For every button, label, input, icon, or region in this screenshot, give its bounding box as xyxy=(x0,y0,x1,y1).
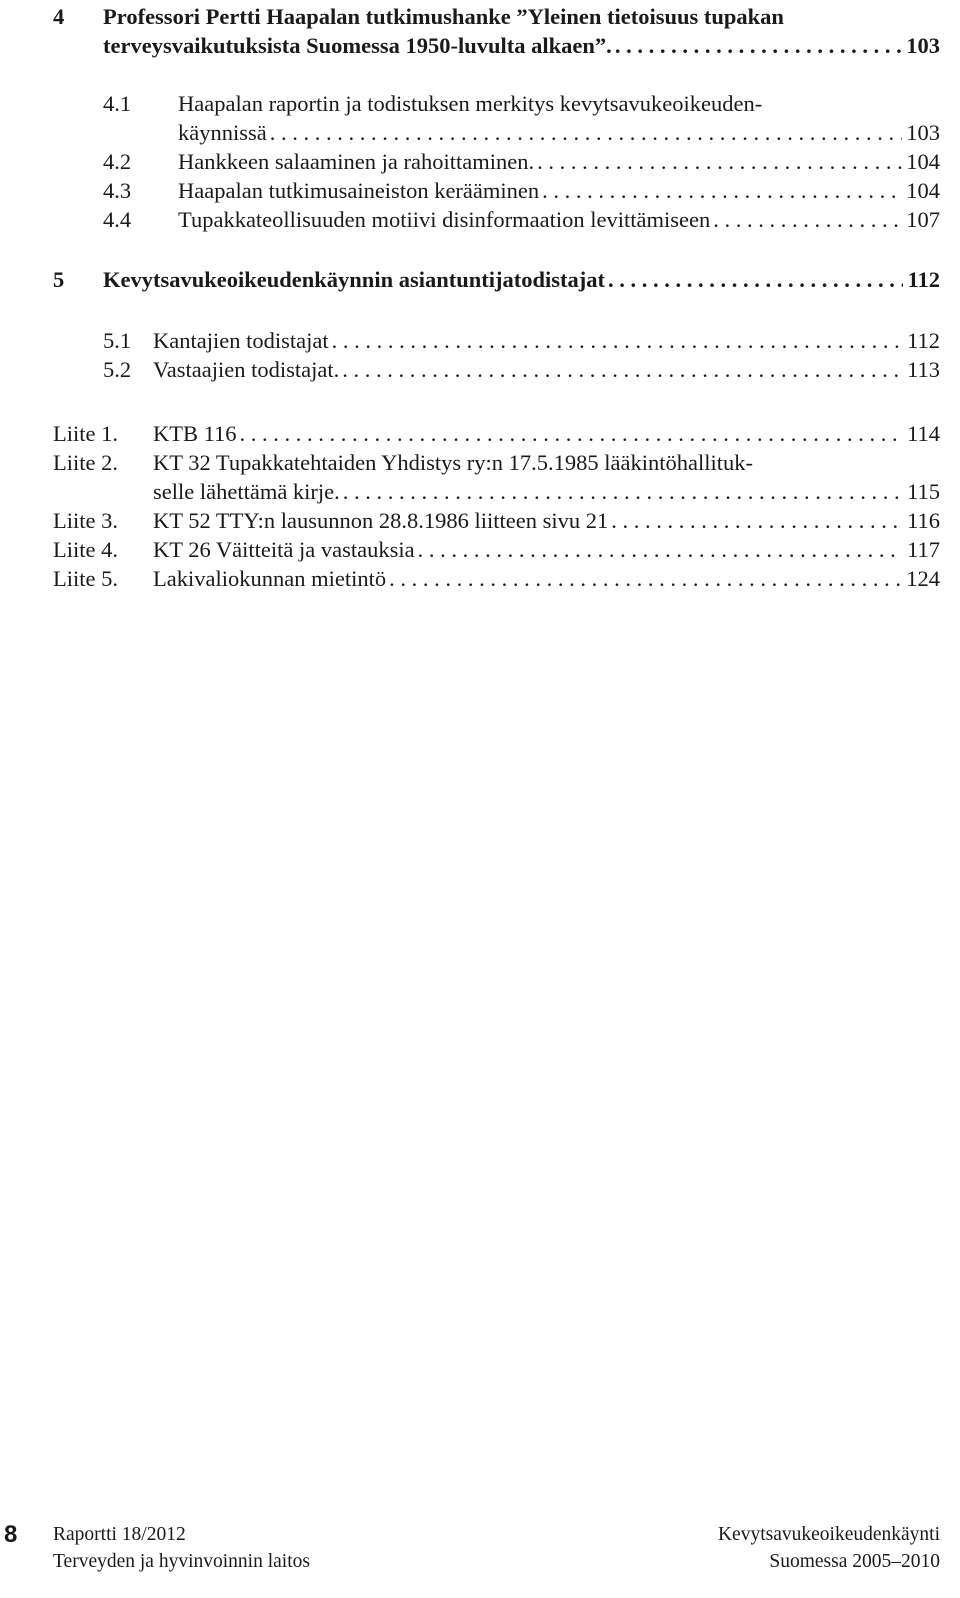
footer-page-number: 8 xyxy=(4,1521,18,1548)
chapter-title-line2: terveysvaikutuksista Suomessa 1950-luvulta alkaen”. xyxy=(103,33,612,58)
dot-leader xyxy=(237,419,904,448)
section-title-line2: käynnissä xyxy=(178,120,267,145)
footer-title xyxy=(718,1521,940,1575)
chapter-number: 5 xyxy=(53,267,65,292)
toc-appendix-3 xyxy=(53,506,940,535)
page-number: 112 xyxy=(907,267,940,292)
page-number: 115 xyxy=(907,479,940,504)
footer-report-id: Raportti 18/2012 xyxy=(53,1524,186,1545)
page-number: 104 xyxy=(906,178,940,203)
chapter-title-line1: Professori Pertti Haapalan tutkimushanke ”Yleinen tietoisuus tupakan xyxy=(103,4,784,29)
toc-chapter-4 xyxy=(53,2,940,60)
dot-leader xyxy=(339,355,903,384)
section-number: 5.1 xyxy=(103,328,132,353)
chapter-number: 4 xyxy=(53,4,65,29)
footer-publication xyxy=(53,1521,310,1575)
section-title: Tupakkateollisuuden motiivi disinformaation levittämiseen xyxy=(178,207,711,232)
appendix-number: Liite 3. xyxy=(53,508,118,533)
page-number: 104 xyxy=(906,149,940,174)
section-number: 5.2 xyxy=(103,357,132,382)
section-title-line1: Haapalan raportin ja todistuksen merkitys kevytsavukeoikeuden- xyxy=(178,91,763,116)
toc-appendix-4 xyxy=(53,535,940,564)
appendix-title-line2: selle lähettämä kirje. xyxy=(153,479,340,504)
toc-appendix-5 xyxy=(53,564,940,593)
dot-leader xyxy=(534,147,902,176)
toc-section-5-2 xyxy=(103,355,940,384)
appendix-title: KTB 116 xyxy=(153,421,237,446)
chapter-title: Kevytsavukeoikeudenkäynnin asiantuntijatodistajat xyxy=(103,267,605,292)
toc-section-5-1 xyxy=(103,326,940,355)
section-number: 4.3 xyxy=(103,178,132,203)
section-title: Kantajien todistajat xyxy=(153,328,329,353)
dot-leader xyxy=(612,31,902,60)
footer-title-line2: Suomessa 2005–2010 xyxy=(769,1551,940,1572)
section-title: Haapalan tutkimusaineiston kerääminen xyxy=(178,178,540,203)
page-number: 103 xyxy=(906,120,940,145)
toc-section-4-2 xyxy=(103,147,940,176)
section-title: Hankkeen salaaminen ja rahoittaminen. xyxy=(178,149,535,174)
dot-leader xyxy=(329,326,904,355)
appendix-title: KT 52 TTY:n lausunnon 28.8.1986 liitteen sivu 21 xyxy=(153,508,609,533)
footer-title-line1: Kevytsavukeoikeudenkäynti xyxy=(717,1524,940,1545)
page-number: 112 xyxy=(907,328,940,353)
dot-leader xyxy=(605,265,904,294)
appendix-number: Liite 1. xyxy=(53,421,118,446)
section-number: 4.2 xyxy=(103,149,132,174)
toc-section-4-1 xyxy=(103,89,940,147)
page-number: 103 xyxy=(906,33,940,58)
page-number: 117 xyxy=(907,537,940,562)
page-number: 113 xyxy=(907,357,940,382)
toc-section-4-4 xyxy=(103,205,940,234)
dot-leader xyxy=(340,477,903,506)
page-number: 107 xyxy=(906,207,940,232)
dot-leader xyxy=(415,535,903,564)
toc-chapter-5 xyxy=(53,265,940,294)
appendix-title-line1: KT 32 Tupakkatehtaiden Yhdistys ry:n 17.5.1985 lääkintöhallituk- xyxy=(153,450,753,475)
appendix-number: Liite 4. xyxy=(53,537,118,562)
dot-leader xyxy=(710,205,902,234)
dot-leader xyxy=(539,176,902,205)
toc-section-4-3 xyxy=(103,176,940,205)
page-number: 124 xyxy=(906,566,940,591)
section-number: 4.4 xyxy=(103,207,132,232)
section-title: Vastaajien todistajat. xyxy=(153,357,340,382)
appendix-title: KT 26 Väitteitä ja vastauksia xyxy=(153,537,415,562)
dot-leader xyxy=(386,564,902,593)
appendix-number: Liite 2. xyxy=(53,450,118,475)
toc-appendix-2 xyxy=(53,448,940,506)
page-number: 114 xyxy=(907,421,940,446)
footer-publisher: Terveyden ja hyvinvoinnin laitos xyxy=(53,1551,310,1572)
appendix-title: Lakivaliokunnan mietintö xyxy=(153,566,387,591)
dot-leader xyxy=(267,118,903,147)
page-number: 116 xyxy=(907,508,940,533)
toc-appendix-1 xyxy=(53,419,940,448)
appendix-number: Liite 5. xyxy=(53,566,118,591)
section-number: 4.1 xyxy=(103,91,132,116)
dot-leader xyxy=(608,506,903,535)
